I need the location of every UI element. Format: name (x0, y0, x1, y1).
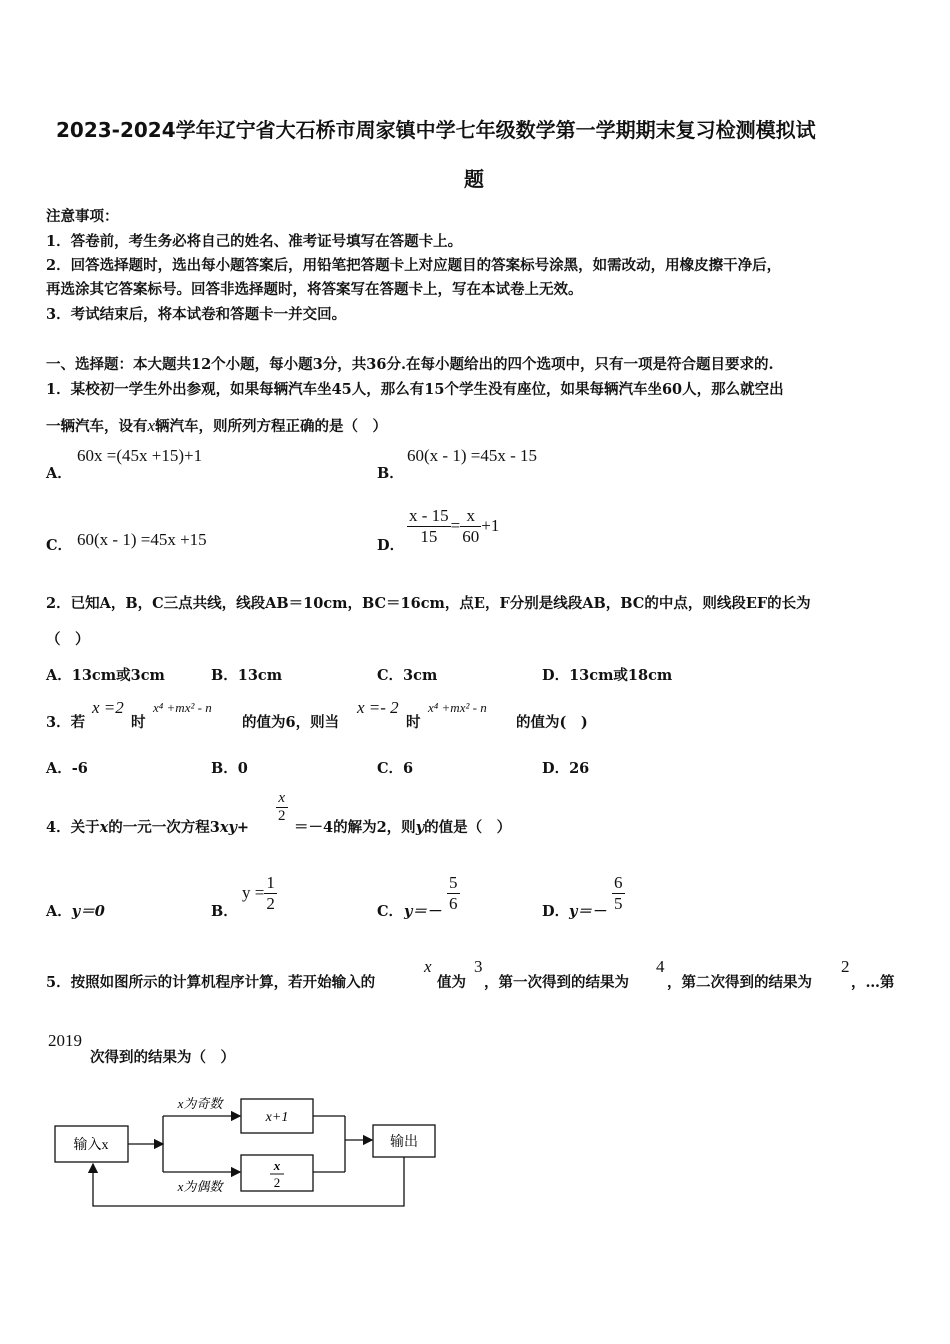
flow-even-den: 2 (273, 1175, 281, 1190)
q4-option-c-fraction: $\frac{5}{6}$ (449, 873, 458, 913)
notice-item-2b: 再选涂其它答案标号。回答非选择题时，将答案写在答题卡上，写在本试卷上无效。 (46, 281, 583, 298)
notice-item-1: 1．答卷前，考生务必将自己的姓名、准考证号填写在答题卡上。 (46, 233, 463, 250)
q1-option-a-label: A． (46, 465, 72, 482)
flow-even-num: x (273, 1158, 281, 1173)
q5-value-2: 4 (656, 957, 665, 976)
q1-option-c-expr: 60(x - 1) =45x +15 (77, 530, 207, 549)
q1-stem-line2: 一辆汽车，设有x辆汽车，则所列方程正确的是（ ） (46, 416, 388, 435)
flow-output-text: 输出 (390, 1135, 418, 1150)
q2-stem-line2: （ ） (46, 631, 90, 648)
q4-fraction: $\frac{x}{2}$ (278, 790, 286, 824)
q3-option-d: D．26 (542, 760, 590, 777)
notice-item-3: 3．考试结束后，将本试卷和答题卡一并交回。 (46, 306, 347, 323)
q3-expr-4: x⁴ +mx² - n (428, 700, 487, 715)
q4-option-d-expr: y＝－ (569, 903, 607, 920)
q2-option-c: C．3cm (377, 667, 438, 684)
q3-stem-5: 的值为( ) (516, 714, 588, 731)
q4-stem: 4．关于x的一元一次方程3xy+ (46, 819, 250, 836)
page-title-line2: 题 (464, 167, 484, 191)
q5-stem-4: ，第二次得到的结果为 (667, 974, 812, 991)
q4-option-d-label: D． (542, 903, 570, 920)
q2-stem-line1: 2．已知A，B，C三点共线，线段AB＝10cm，BC＝16cm，点E，F分别是线段AB，BC的中点，则线段EF的长为 (46, 595, 811, 612)
q4-option-d-fraction: $\frac{6}{5}$ (614, 873, 623, 913)
q5-value-n: 2019 (48, 1031, 82, 1050)
flow-odd-label: x为奇数 (177, 1096, 223, 1111)
q5-var-x: x (424, 957, 432, 976)
q1-stem-line1: 1．某校初一学生外出参观，如果每辆汽车坐45人，那么有15个学生没有座位，如果每辆汽车坐60人，那么就空出 (46, 381, 784, 398)
q4-option-b-expr: y = $\frac{1}{2}$ (242, 873, 275, 913)
q2-option-a: A．13cm或3cm (46, 667, 165, 684)
q4-stem-tail: ＝－4的解为2，则y的值是（ ） (294, 819, 512, 836)
q1-option-d-expr: $\frac{x - 15}{15}$ = $\frac{x}{60}$ +1 (409, 506, 500, 546)
q3-stem-4: 时 (406, 714, 421, 731)
q1-option-d-label: D． (377, 537, 405, 554)
program-flowchart (50, 1090, 450, 1215)
flow-input-text: 输入x (73, 1138, 109, 1153)
q5-value-3: 2 (841, 957, 850, 976)
section-heading: 一、选择题：本大题共12个小题，每小题3分，共36分.在每小题给出的四个选项中，只有一项是符合题目要求的. (46, 356, 774, 373)
q5-stem-2: 值为 (437, 974, 466, 991)
q1-option-a-expr: 60x =(45x +15)+1 (77, 446, 203, 465)
q5-stem-6: 次得到的结果为（ ） (90, 1049, 235, 1066)
flow-odd-box-text: x+1 (265, 1110, 289, 1125)
q4-option-c-label: C． (377, 903, 404, 920)
page-title: 2023-2024学年辽宁省大石桥市周家镇中学七年级数学第一学期期末复习检测模拟试 (56, 118, 816, 142)
q2-option-d: D．13cm或18cm (542, 667, 673, 684)
q3-stem-1: 3．若 (46, 714, 86, 731)
q5-value-1: 3 (474, 957, 483, 976)
q3-option-b: B．0 (211, 760, 248, 777)
q2-option-b: B．13cm (211, 667, 283, 684)
q1-option-b-label: B． (377, 465, 404, 482)
notice-heading: 注意事项： (46, 208, 119, 225)
q1-option-c-label: C． (46, 537, 73, 554)
q1-option-b-expr: 60(x - 1) =45x - 15 (407, 446, 537, 465)
q5-stem-5: ，…第 (851, 974, 895, 991)
q3-option-a: A．-6 (46, 760, 88, 777)
q4-option-b-label: B． (211, 903, 238, 920)
q3-expr-1: x =2 (92, 698, 124, 717)
q3-stem-3: 的值为6，则当 (242, 714, 340, 731)
q4-option-a: A．y＝0 (46, 903, 105, 920)
flow-even-label: x为偶数 (177, 1179, 223, 1194)
q3-expr-3: x =- 2 (357, 698, 399, 717)
q5-stem-1: 5．按照如图所示的计算机程序计算，若开始输入的 (46, 974, 376, 991)
q4-option-c-expr: y＝－ (404, 903, 442, 920)
q5-stem-3: ，第一次得到的结果为 (484, 974, 629, 991)
q3-stem-2: 时 (131, 714, 146, 731)
q3-option-c: C．6 (377, 760, 414, 777)
notice-item-2a: 2．回答选择题时，选出每小题答案后，用铅笔把答题卡上对应题目的答案标号涂黑，如需改动，用橡皮擦干净后， (46, 257, 782, 274)
q3-expr-2: x⁴ +mx² - n (153, 700, 212, 715)
